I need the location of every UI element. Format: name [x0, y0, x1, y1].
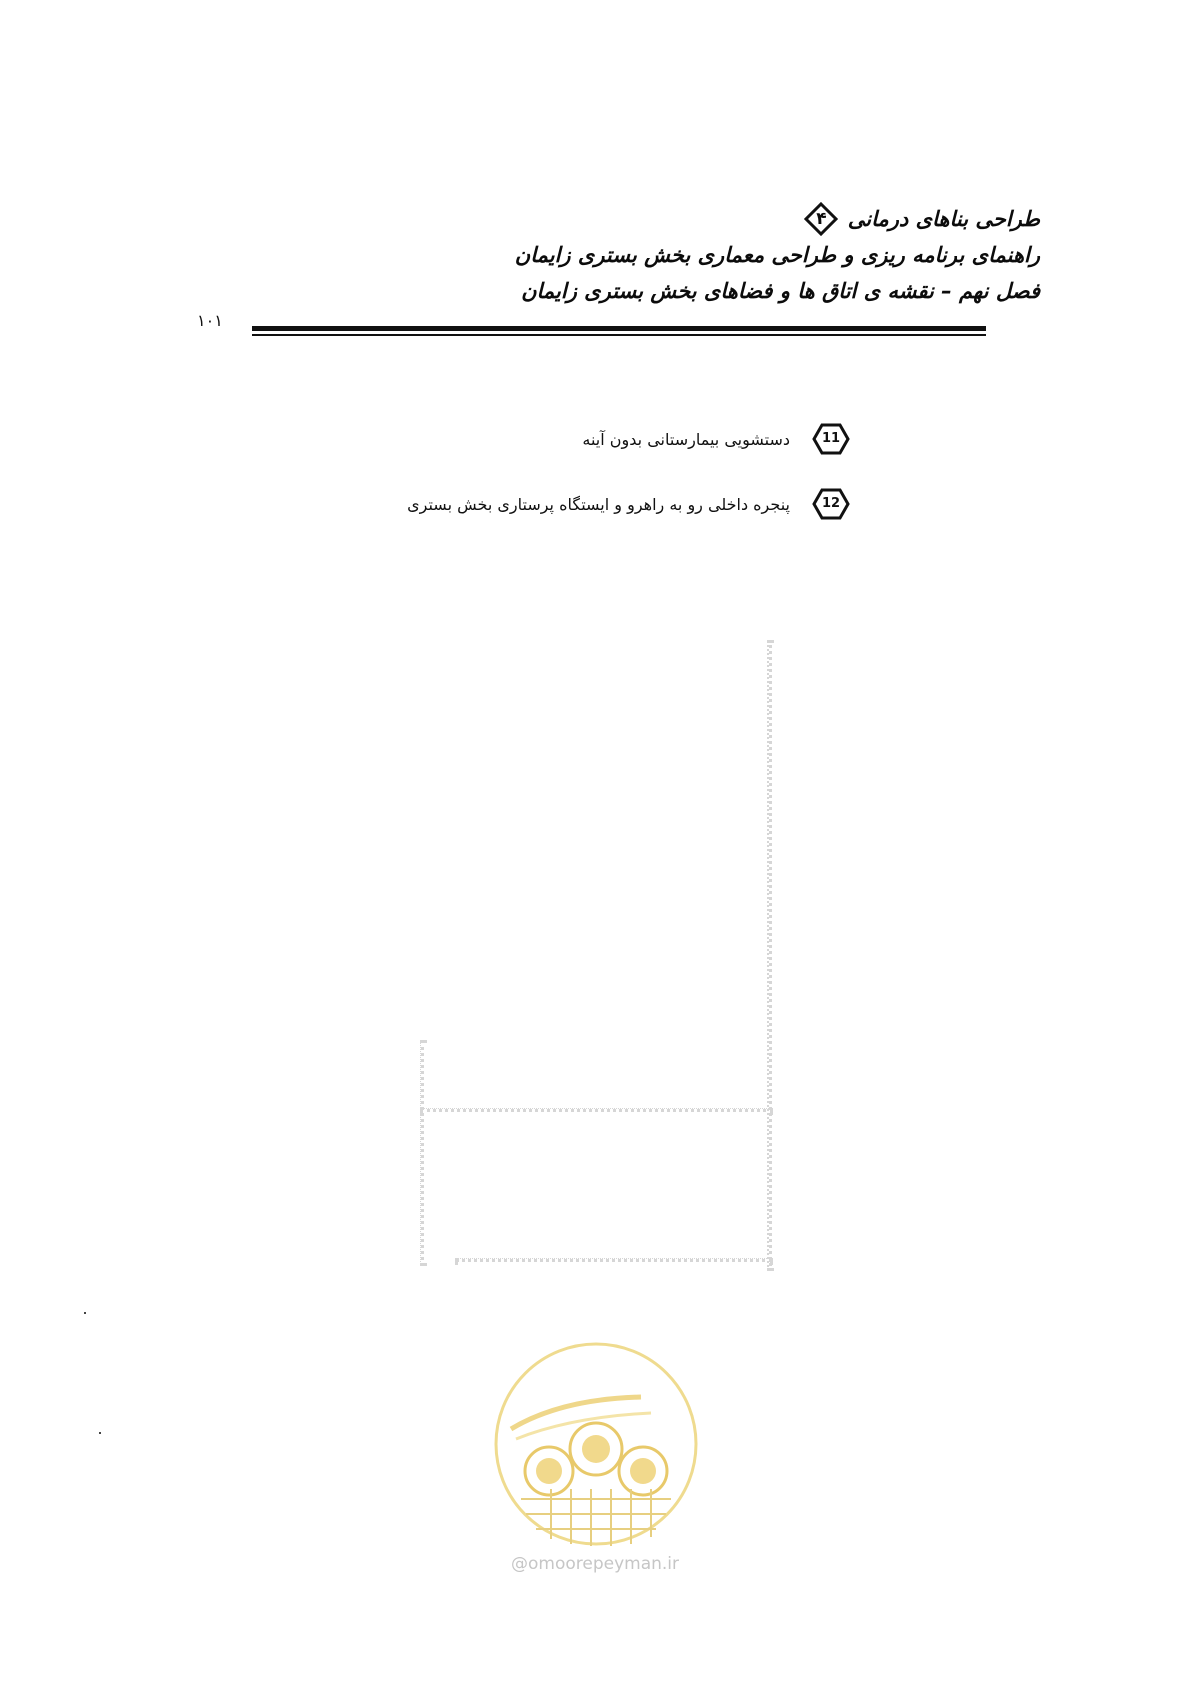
- scan-dot: [99, 1432, 101, 1434]
- legend-item-text: دستشویی بیمارستانی بدون آینه: [582, 429, 790, 449]
- hexagon-number-icon: [812, 488, 850, 520]
- legend-item: [407, 488, 850, 520]
- legend-item-text: پنجره داخلی رو به راهرو و ایستگاه پرستاری بخش بستری: [407, 494, 790, 514]
- scan-artifact-vertical: [420, 1040, 424, 1266]
- legend-item: [582, 423, 850, 455]
- volume-badge-icon: [804, 202, 838, 236]
- legend-item-number: 11: [821, 431, 841, 446]
- watermark-caption: @omoorepeyman.ir: [510, 1554, 680, 1574]
- header-line-3: فصل نهم – نقشه ی اتاق ها و فضاهای بخش بستری زایمان: [521, 279, 1040, 303]
- scan-artifact-vertical: [767, 640, 772, 1271]
- scan-artifact-horizontal: [420, 1108, 773, 1112]
- header-line-1: [420, 200, 1040, 237]
- watermark-logo: [491, 1339, 701, 1549]
- book-series-title: طراحی بناهای درمانی: [847, 207, 1040, 231]
- legend-item-number: 12: [821, 496, 841, 511]
- scan-dot: [84, 1312, 86, 1314]
- page-number: ۱۰۱: [197, 311, 223, 330]
- header-line-2: راهنمای برنامه ریزی و طراحی معماری بخش بستری زایمان: [514, 243, 1040, 267]
- hexagon-number-icon: [812, 423, 850, 455]
- header-rule-thick: [252, 326, 986, 331]
- volume-number: ۴: [816, 209, 827, 229]
- scan-artifact-horizontal: [455, 1258, 773, 1262]
- header-rule-thin: [252, 334, 986, 336]
- page-header: [420, 200, 1040, 309]
